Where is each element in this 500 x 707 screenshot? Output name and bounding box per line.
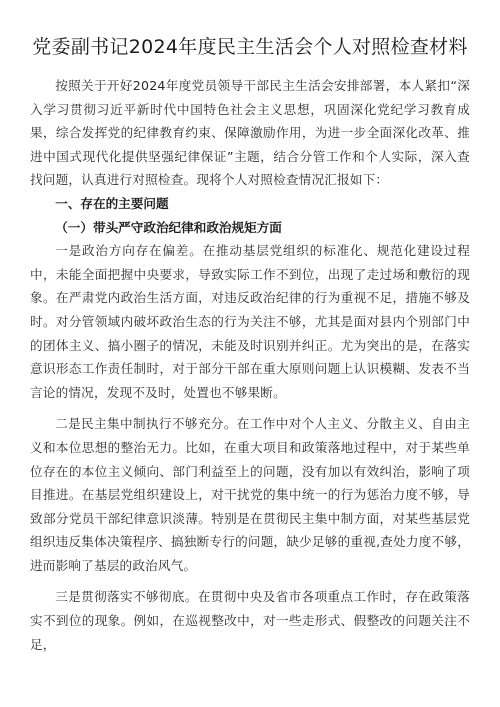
body-paragraph-2: 二是民主集中制执行不够充分。在工作中对个人主义、分散主义、自由主义和本位思想的整治无力。比如，在重大项目和政策落地过程中，对于某些单位存在的本位主义倾向、部门利益至上的问题，没有加以有效纠治，影响了项目推进。在基层党组织建设上，对干扰党的集中统一的行为惩治力度不够，导致部分党员干部纪律意识淡薄。特别是在贯彻民主集中制方面，对某些基层党组织违反集体决策程序、搞独断专行的问题，缺少足够的重视,查处力度不够，进而影响了基层的政治风气。 [30, 416, 470, 573]
document-title: 党委副书记2024年度民主生活会个人对照检查材料 [32, 36, 468, 58]
intro-paragraph: 按照关于开好2024年度党员领导干部民主生活会安排部署，本人紧扣“深入学习贯彻习近平新时代中国特色社会主义思想，巩固深化党纪学习教育成果，综合发挥党的纪律教育约束、保障激励作用，为进一步全面深化改革、推进中国式现代化提供坚强纪律保证”主题，结合分管工作和个人实际，深入查找问题，认真进行对照检查。现将个人对照检查情况汇报如下： [30, 78, 470, 188]
body-paragraph-3: 三是贯彻落实不够彻底。在贯彻中央及省市各项重点工作时，存在政策落实不到位的现象。例如，在巡视整改中，对一些走形式、假整改的问题关注不足， [30, 589, 470, 652]
subsection-heading: （一）带头严守政治纪律和政治规矩方面 [55, 219, 282, 235]
body-paragraph-1: 一是政治方向存在偏差。在推动基层党组织的标准化、规范化建设过程中，未能全面把握中央要求，导致实际工作不到位，出现了走过场和敷衍的现象。在严肃党内政治生活方面，对违反政治纪律的行为重视不足，措施不够及时。对分管领域内破坏政治生态的行为关注不够，尤其是面对县内个别部门中的团体主义、搞小圈子的情况，未能及时识别并纠正。尤为突出的是，在落实意识形态工作责任制时，对于部分干部在重大原则问题上认识模糊、发表不当言论的情况，发现不及时，处置也不够果断。 [30, 243, 470, 400]
section-heading: 一、存在的主要问题 [55, 195, 169, 211]
